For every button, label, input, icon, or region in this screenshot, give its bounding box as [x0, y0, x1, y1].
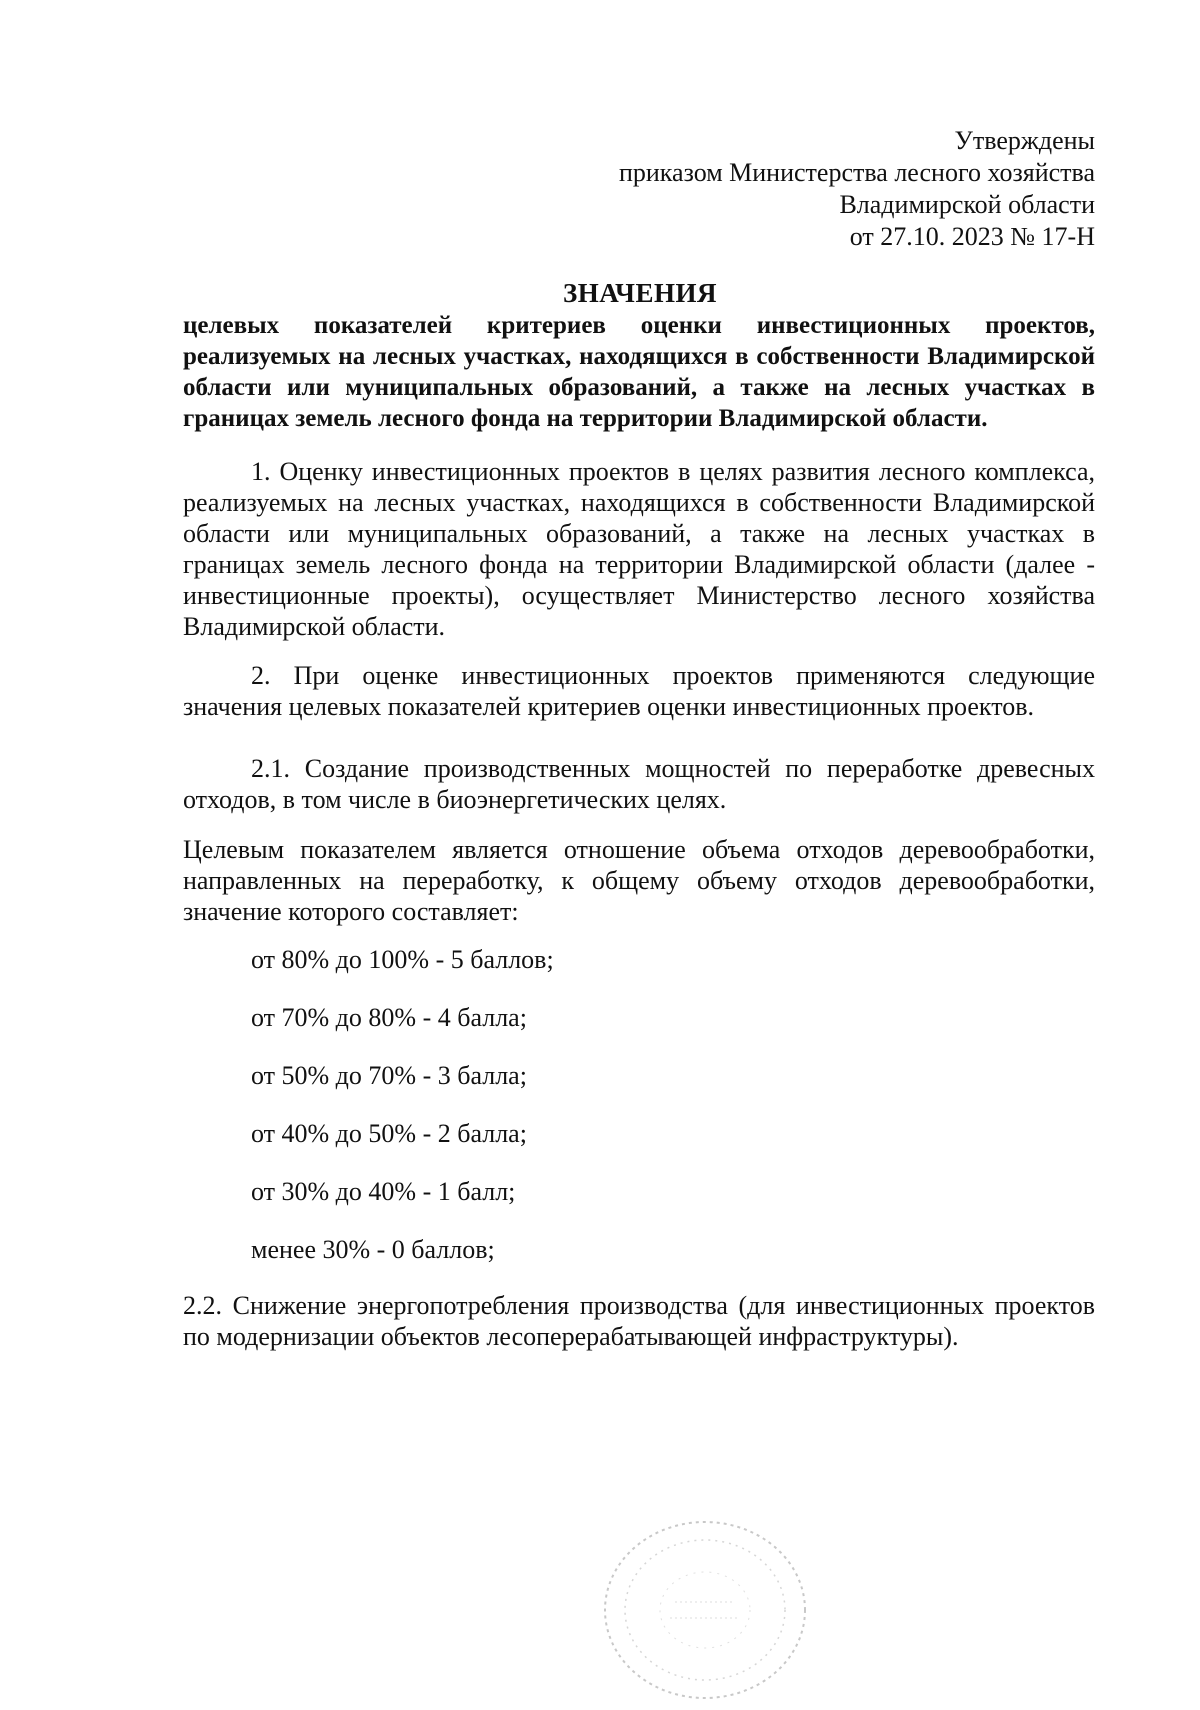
approval-line-order: приказом Министерства лесного хозяйства	[618, 158, 1095, 187]
paragraph-2-2: 2.2. Снижение энергопотребления производства (для инвестиционных проектов по модернизации объектов лесоперерабатывающей инфраструктуры).	[183, 1291, 1095, 1351]
score-item: от 40% до 50% - 2 балла;	[251, 1119, 527, 1148]
approval-block	[619, 125, 1095, 253]
score-item: менее 30% - 0 баллов;	[251, 1235, 495, 1264]
paragraph-2: 2. При оценке инвестиционных проектов применяются следующие значения целевых показателей критериев оценки инвестиционных проектов.	[183, 661, 1095, 721]
score-item: от 70% до 80% - 4 балла;	[251, 1003, 527, 1032]
approval-line-region: Владимирской области	[839, 190, 1095, 219]
score-item: от 50% до 70% - 3 балла;	[251, 1061, 527, 1090]
document-subtitle: целевых показателей критериев оценки инвестиционных проектов, реализуемых на лесных участках, находящихся в собственности Владимирской области или муниципальных образований, а также на лесных участках в границах земель лесного фонда на территории Владимирской области.	[183, 312, 1095, 432]
paragraph-target-indicator: Целевым показателем является отношение объема отходов деревообработки, направленных на переработку, к общему объему отходов деревообработки, значение которого составляет:	[183, 835, 1095, 926]
approval-line-date-number: от 27.10. 2023 № 17-Н	[849, 222, 1095, 251]
paragraph-1: 1. Оценку инвестиционных проектов в целях развития лесного комплекса, реализуемых на лесных участках, находящихся в собственности Владимирской области или муниципальных образований, а также на лесных участках в границах земель лесного фонда на территории Владимирской области (далее - инвестиционные проекты), осуществляет Министерство лесного хозяйства Владимирской области.	[183, 457, 1095, 641]
document-title: ЗНАЧЕНИЯ	[563, 278, 717, 308]
score-item: от 80% до 100% - 5 баллов;	[251, 945, 554, 974]
paragraph-2-1: 2.1. Создание производственных мощностей по переработке древесных отходов, в том числе в биоэнергетических целях.	[183, 754, 1095, 814]
approval-line-approved: Утверждены	[954, 126, 1095, 155]
faint-stamp-seal	[590, 1510, 820, 1710]
score-item: от 30% до 40% - 1 балл;	[251, 1177, 516, 1206]
